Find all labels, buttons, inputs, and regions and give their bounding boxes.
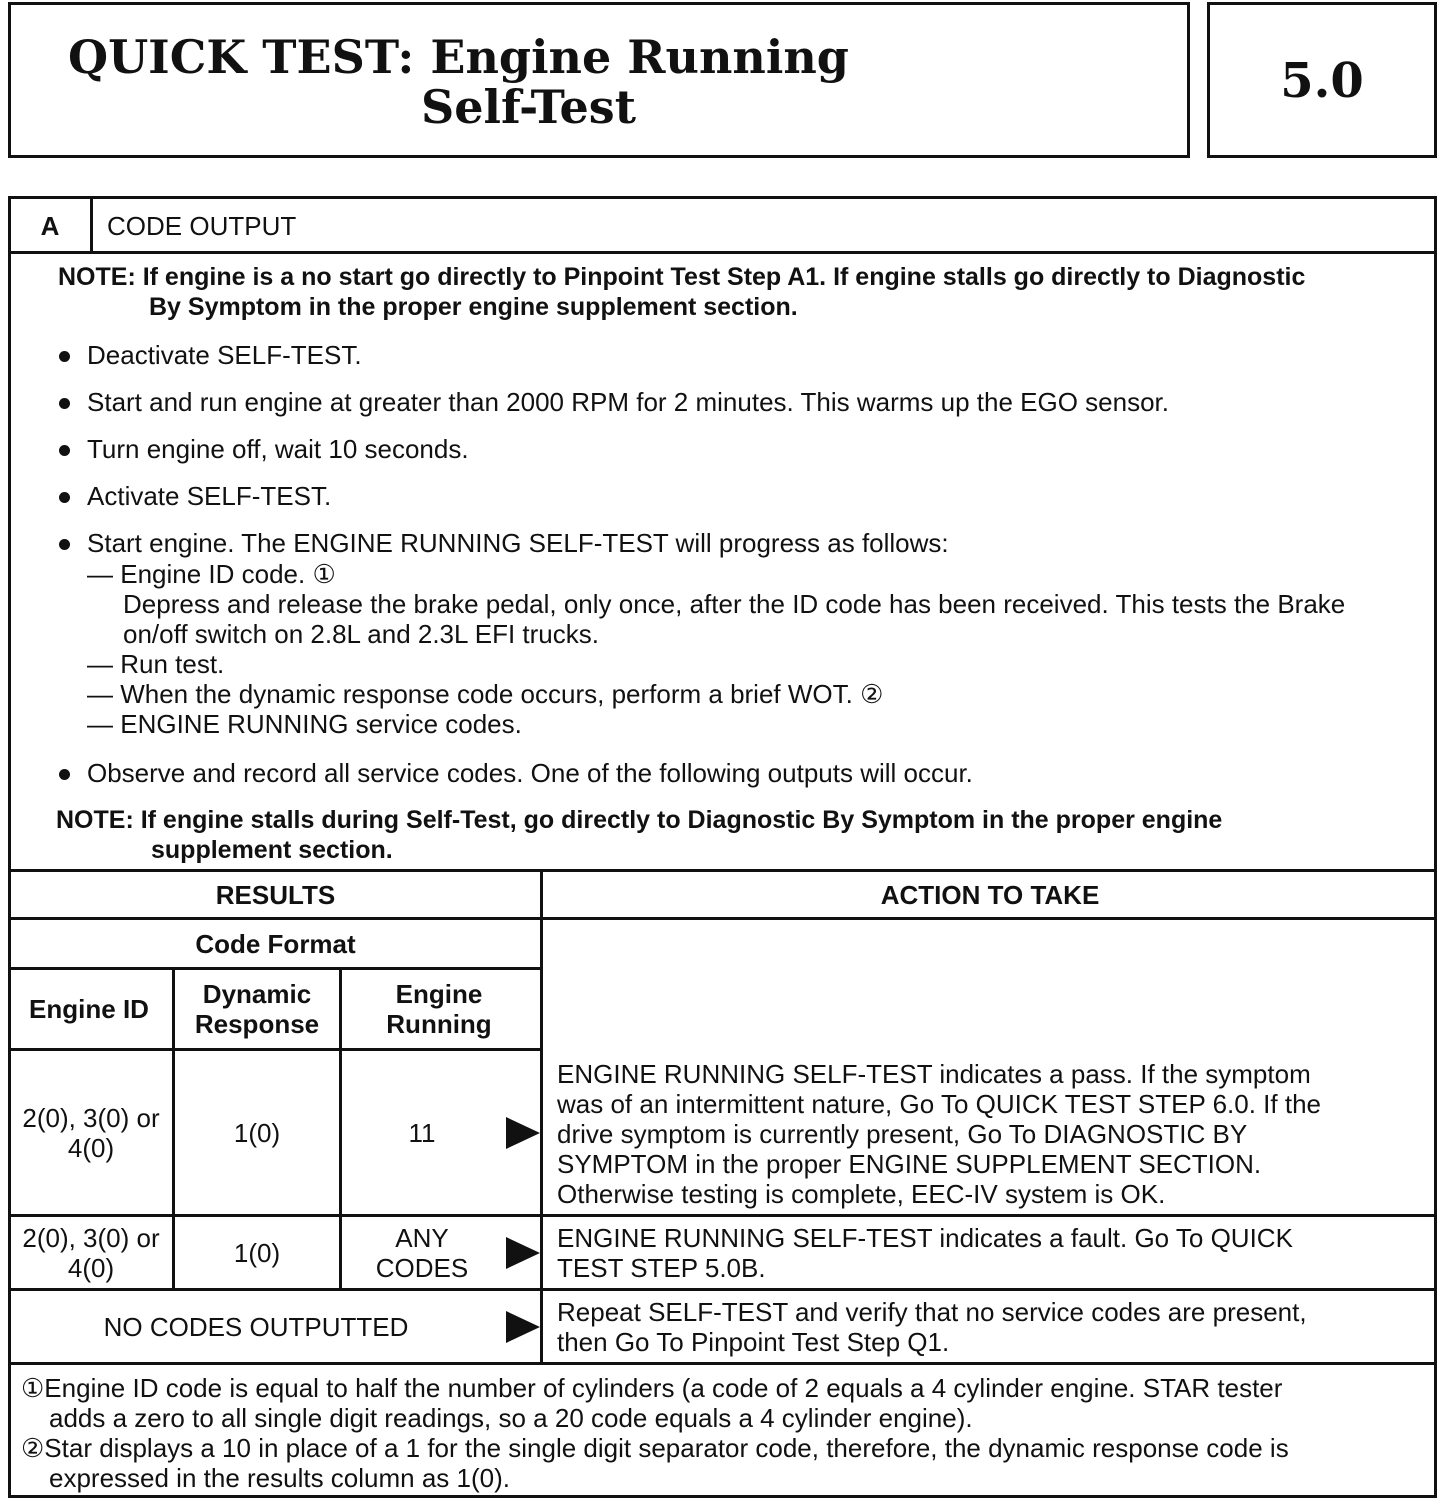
row1-engine-running: 11 xyxy=(408,1117,436,1148)
bullet-observe: Observe and record all service codes. One of the following outputs will occur. xyxy=(87,758,973,788)
footnote-1-line1: ①Engine ID code is equal to half the number of cylinders (a code of 2 equals a 4 cylinder engine. STAR tester xyxy=(21,1373,1283,1403)
page-title-line2: Self-Test xyxy=(421,80,636,134)
sub-depress-line2: on/off switch on 2.8L and 2.3L EFI trucks. xyxy=(123,619,599,649)
bullet-dot xyxy=(59,398,70,409)
section-number: 5.0 xyxy=(1280,53,1364,109)
note-no-start-line2: By Symptom in the proper engine supplement section. xyxy=(149,293,798,321)
bullet-turn-off: Turn engine off, wait 10 seconds. xyxy=(87,434,469,464)
row1-action-line4: SYMPTOM in the proper ENGINE SUPPLEMENT SECTION. xyxy=(557,1149,1262,1179)
bullet-dot xyxy=(59,539,70,550)
arrow-right-icon xyxy=(506,1311,540,1343)
row3-no-codes: NO CODES OUTPUTTED xyxy=(103,1311,409,1342)
sub-depress-line1: Depress and release the brake pedal, only once, after the ID code has been received. This tests the Brake xyxy=(123,589,1346,619)
footnote-1-line2: adds a zero to all single digit readings, so a 20 code equals a 4 cylinder engine). xyxy=(49,1403,973,1433)
col-header-engine-id: Engine ID xyxy=(29,994,149,1024)
step-header-rule xyxy=(11,251,1434,254)
results-header: RESULTS xyxy=(215,879,336,910)
note-stall-line2: supplement section. xyxy=(151,836,393,864)
row1-action-line5: Otherwise testing is complete, EEC-IV system is OK. xyxy=(557,1179,1166,1209)
arrow-right-icon xyxy=(506,1237,540,1269)
row2-action-line2: TEST STEP 5.0B. xyxy=(557,1253,766,1283)
row1-action-line1: ENGINE RUNNING SELF-TEST indicates a pass. If the symptom xyxy=(557,1059,1311,1089)
row1-action-line3: drive symptom is currently present, Go To DIAGNOSTIC BY xyxy=(557,1119,1248,1149)
title-box xyxy=(8,2,1190,158)
page-title-line1: QUICK TEST: Engine Running xyxy=(68,30,849,84)
row2-action-line1: ENGINE RUNNING SELF-TEST indicates a fault. Go To QUICK xyxy=(557,1223,1293,1253)
row1-engine-id: 2(0), 3(0) or 4(0) xyxy=(22,1102,160,1163)
note-no-start-line1: NOTE: If engine is a no start go directly to Pinpoint Test Step A1. If engine stalls go directly to Diagnostic xyxy=(58,263,1306,291)
row2-engine-running: ANY CODES xyxy=(375,1222,469,1283)
row3-action-line1: Repeat SELF-TEST and verify that no service codes are present, xyxy=(557,1297,1307,1327)
sub-engine-id: — Engine ID code. ① xyxy=(87,559,336,589)
col-header-engine-running: Engine Running xyxy=(386,979,492,1039)
test-step-box xyxy=(8,196,1437,1498)
step-letter: A xyxy=(40,211,60,241)
row3-action-line2: then Go To Pinpoint Test Step Q1. xyxy=(557,1327,950,1357)
row2-dynamic-response: 1(0) xyxy=(233,1237,281,1268)
row1-action-line2: was of an intermittent nature, Go To QUICK TEST STEP 6.0. If the xyxy=(557,1089,1321,1119)
bullet-dot xyxy=(59,492,70,503)
bullet-start-engine: Start engine. The ENGINE RUNNING SELF-TEST will progress as follows: xyxy=(87,528,949,558)
arrow-right-icon xyxy=(506,1117,540,1149)
row2-engine-id: 2(0), 3(0) or 4(0) xyxy=(22,1222,160,1283)
step-title: CODE OUTPUT xyxy=(107,211,297,241)
footnote-2-line2: expressed in the results column as 1(0). xyxy=(49,1463,510,1493)
sub-wot: — When the dynamic response code occurs, perform a brief WOT. ② xyxy=(87,679,884,709)
bullet-dot xyxy=(59,351,70,362)
note-stall-line1: NOTE: If engine stalls during Self-Test, go directly to Diagnostic By Symptom in the proper engine xyxy=(56,806,1223,834)
bullet-dot xyxy=(59,445,70,456)
table-bottom-rule xyxy=(11,1362,1434,1365)
bullet-start-run: Start and run engine at greater than 2000 RPM for 2 minutes. This warms up the EGO sensor. xyxy=(87,387,1169,417)
section-number-box xyxy=(1207,2,1437,158)
step-header-divider xyxy=(90,199,93,252)
bullet-activate: Activate SELF-TEST. xyxy=(87,481,332,511)
col-header-dynamic-response: Dynamic Response xyxy=(194,979,320,1039)
footnote-2-line1: ②Star displays a 10 in place of a 1 for the single digit separator code, therefore, the dynamic response code is xyxy=(21,1433,1289,1463)
bullet-dot xyxy=(59,769,70,780)
code-format-header: Code Format xyxy=(195,928,356,959)
sub-service-codes: — ENGINE RUNNING service codes. xyxy=(87,709,522,739)
action-header: ACTION TO TAKE xyxy=(880,879,1100,910)
sub-run-test: — Run test. xyxy=(87,649,225,679)
bullet-deactivate: Deactivate SELF-TEST. xyxy=(87,340,362,370)
row1-dynamic-response: 1(0) xyxy=(233,1117,281,1148)
